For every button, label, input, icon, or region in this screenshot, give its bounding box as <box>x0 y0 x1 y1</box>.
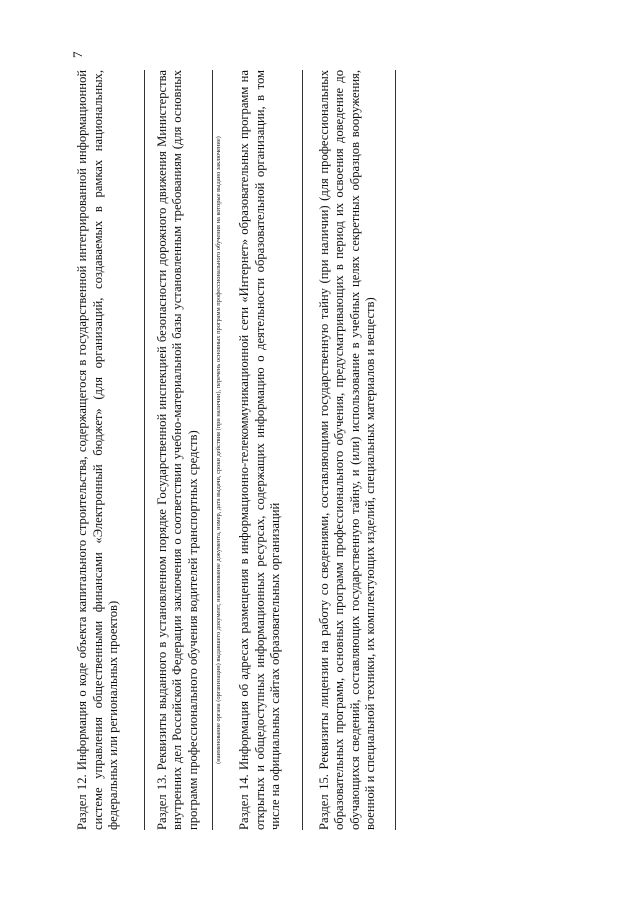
fill-line <box>144 70 145 830</box>
section-14 <box>237 70 284 830</box>
section-15-text: Раздел 15. Реквизиты лицензии на работу со сведениями, составляющими государственную тайну (при наличии) (для профессиональных образовательных программ, основных программ профессионального обучения, предусматривающих в период их освоения доведение до обучающихся сведений, составляющих государственную тайну, и (или) использование в учебных целях секретных образцов вооружения, военной и специальной техники, их комплектующих изделий, специальных материалов и веществ) <box>316 70 377 830</box>
section-13-caption: (наименование органа (организации) выдавшего документ, наименование документа, номер, дата выдачи, сроки действия (при наличии), перечень основных программ профессионального обучения на которые выдано заключение) <box>215 136 222 764</box>
section-14-text: Раздел 14. Информация об адресах размещения в информационно-телекоммуникационной сети «Интернет» образовательных программ на открытых и общедоступных информационных ресурсах, содержащих информацию о деятельности образовательной организации, в том числе на официальных сайтах образовательных организаций <box>237 70 282 830</box>
section-13-text: Раздел 13. Реквизиты выданного в установленном порядке Государственной инспекцией безопасности дорожного движения Министерства внутренних дел Российской Федерации заключения о соответствии учебно-материальной базы установленным требованиям (для основных программ профессионального обучения водителей транспортных средств) <box>154 70 200 830</box>
rotated-content <box>75 70 495 830</box>
section-15 <box>317 70 379 830</box>
fill-line <box>395 70 396 830</box>
section-12 <box>75 70 122 830</box>
section-12-text: Раздел 12. Информация о коде объекта капитального строительства, содержащегося в государственной интегрированной информационной системе управления общественными финансами «Электронный бюджет» (для организаций, создаваемых в рамках национальных, федеральных или региональных проектов) <box>75 70 120 830</box>
fill-line <box>212 70 213 830</box>
page-number: 7 <box>70 51 85 58</box>
section-13 <box>155 70 202 830</box>
fill-line <box>302 70 303 830</box>
